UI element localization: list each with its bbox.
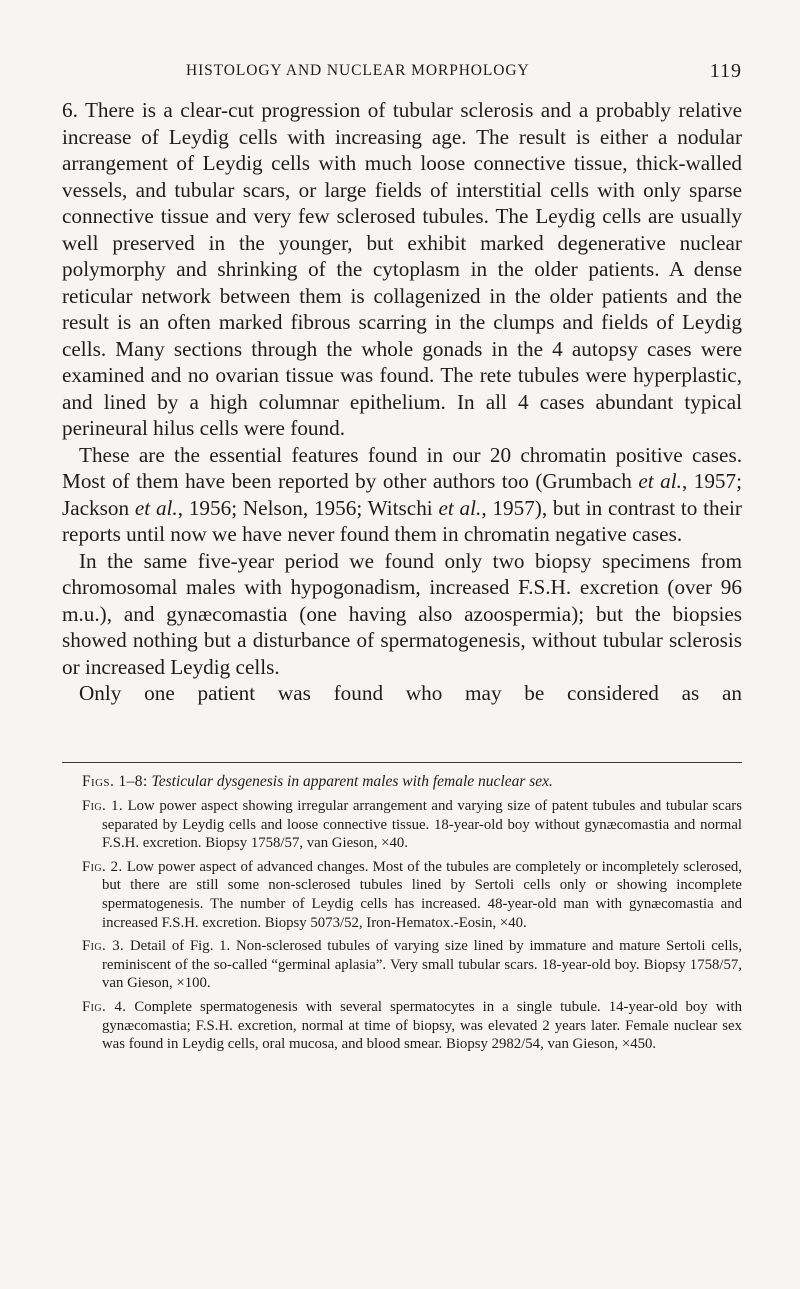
paragraph-five-year-period: In the same five-year period we found only two biopsy specimens from chromosomal males with hypogonadism, increased F.S.H. excretion (over 96 m.u.), and gynæcomastia (one having also azoospermia); but the biopsies showed nothing but a disturbance of spermatogenesis, without tubular sclerosis or increased Leydig cells. [62,548,742,679]
page-number: 119 [709,60,742,82]
captions-title-text: Testicular dysgenesis in apparent males with female nuclear sex. [151,773,553,790]
figure-captions [82,772,742,1059]
caption-label: Fig. 1. [82,798,123,814]
paragraph-text: , 1956; Nelson, 1956; Witschi [177,495,439,520]
paragraph-6: 6. There is a clear-cut progression of tubular sclerosis and a probably relative increase of Leydig cells with increasing age. The result is either a nodular arrangement of Leydig cells with much loose connective tissue, thick-walled vessels, and tubular scars, or large fields of interstitial cells with only sparse connective tissue and very few sclerosed tubules. The Leydig cells are usually well preserved in the younger, but exhibit marked degenerative nuclear polymorphy and shrinking of the cytoplasm in the older patients. A dense reticular network between them is collagenized in the older patients and the result is an often marked fibrous scarring in the clumps and fields of Leydig cells. Many sections through the whole gonads in the 4 autopsy cases were examined and no ovarian tissue was found. The rete tubules were hyperplastic, and lined by a high columnar epithelium. In all 4 cases abundant typical perineural hilus cells were found. [62,98,742,440]
body-text [62,97,742,707]
caption-fig-3 [82,937,742,993]
caption-text: Low power aspect of advanced changes. Most of the tubules are completely or incompletely sclerosed, but there are still some non-sclerosed tubules lined by Sertoli cells only or showing incomplete spermatogenesis. The number of Leydig cells has increased. 48-year-old man with gynæcomastia and increased F.S.H. excretion. Biopsy 5073/52, Iron-Hematox.-Eosin, ×40. [102,858,743,931]
citation-et-al: et al. [134,495,178,520]
caption-fig-4 [82,998,742,1054]
running-title: HISTOLOGY AND NUCLEAR MORPHOLOGY [186,62,530,79]
caption-text: Low power aspect showing irregular arrangement and varying size of patent tubules and tubular scars separated by Leydig cells and loose connective tissue. 18-year-old boy without gynæcomastia and normal F.S.H. excretion. Biopsy 1758/57, van Gieson, ×40. [102,798,742,852]
caption-label: Fig. 4. [82,998,127,1015]
caption-text: Detail of Fig. 1. Non-sclerosed tubules of varying size lined by immature and mature Sertoli cells, reminiscent of the so-called “germinal aplasia”. Very small tubular scars. 18-year-old boy. Biopsy 1758/57, van Gieson, ×100. [102,938,743,992]
running-head [62,62,742,86]
caption-label: Fig. 3. [82,938,125,955]
citation-et-al: et al. [438,495,482,520]
paragraph-only-one-patient: Only one patient was found who may be considered as an [79,681,742,705]
paragraph-essential-features [62,442,742,548]
caption-text: Complete spermatogenesis with several spermatocytes in a single tubule. 14-year-old boy with gynæcomastia; F.S.H. excretion, normal at time of biopsy, was elevated 2 years later. Female nuclear sex was found in Leydig cells, oral mucosa, and blood smear. Biopsy 2982/54, van Gieson, ×450. [102,998,743,1053]
citation-et-al: et al. [638,469,682,493]
paragraph-text: , 1957), but in contrast to their reports until now we have never found them in chromatin negative cases. [62,495,742,546]
captions-title-label: Figs. 1–8: [82,773,148,790]
caption-label: Fig. 2. [82,858,123,875]
paragraph-text: , 1957; Jackson [62,469,742,520]
paragraph-text: These are the essential features found in our 20 chromatin positive cases. Most of them have been reported by other authors too (Grumbach [62,442,742,493]
caption-fig-1 [82,797,742,853]
caption-fig-2 [82,858,742,932]
footnote-divider [62,762,742,763]
captions-title [82,772,742,791]
